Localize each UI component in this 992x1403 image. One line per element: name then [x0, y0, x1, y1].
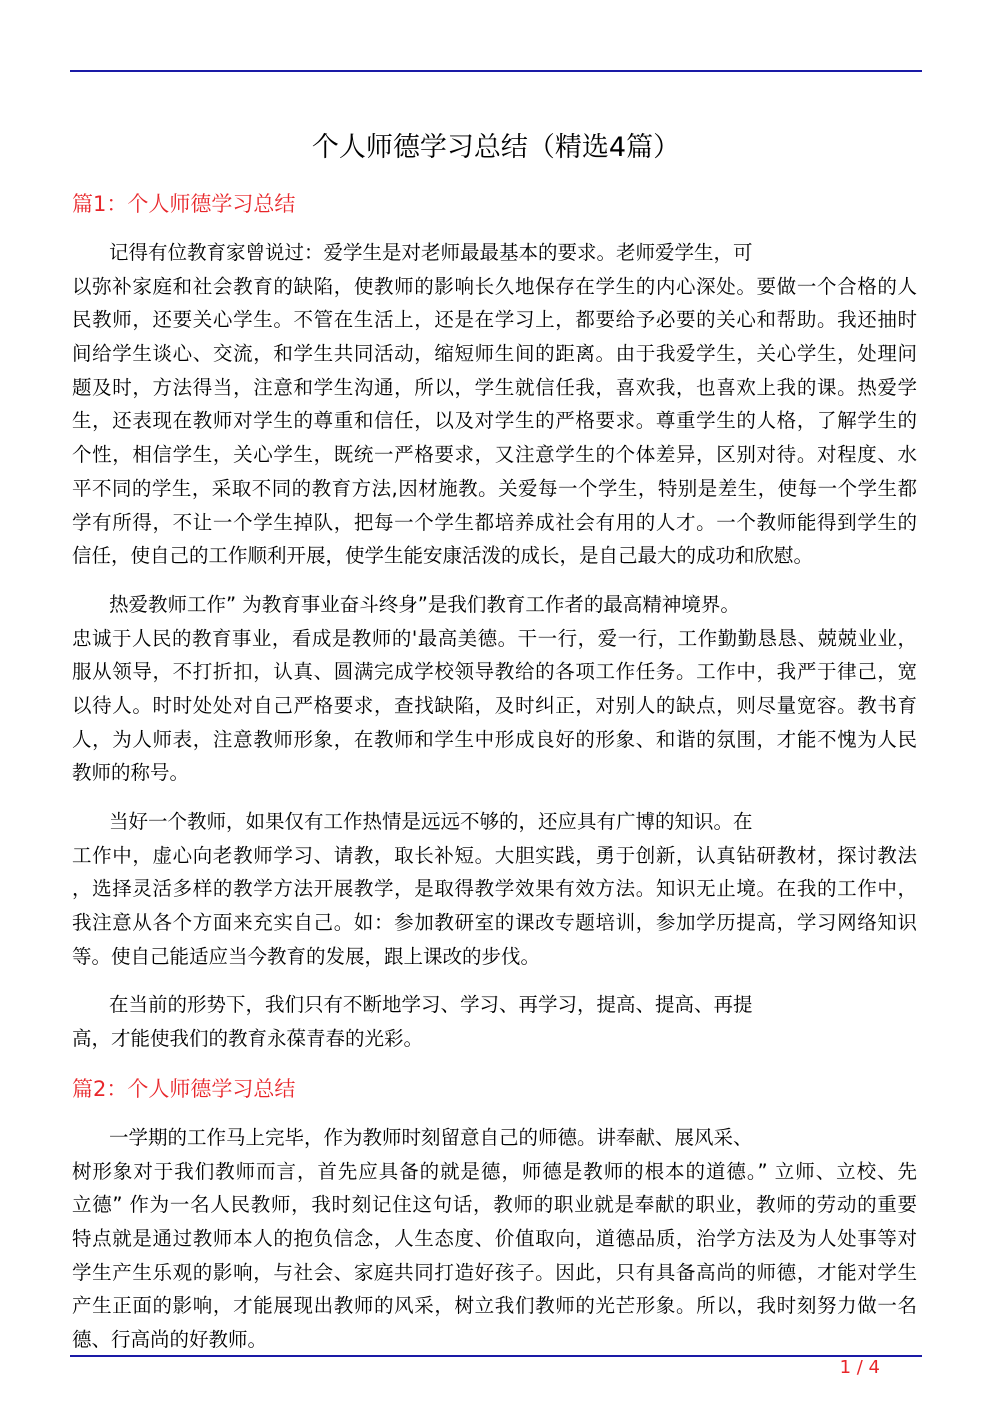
paragraph [72, 1121, 917, 1357]
section [72, 1071, 917, 1357]
text-line: 树形象对于我们教师而言，首先应具备的就是德，师德是教师的根本的道德。” 立师、立校、先 [72, 1159, 917, 1183]
text-line: 产生正面的影响，才能展现出教师的风采，树立我们教师的光芒形象。所以，我时刻努力做一名 [72, 1294, 917, 1318]
text-line: 平不同的学生，采取不同的教育方法,因材施教。关爱每一个学生，特别是差生，使每一个学生都 [72, 476, 917, 500]
footer-rule [70, 1355, 922, 1357]
text-line: 学有所得，不让一个学生掉队，把每一个学生都培养成社会有用的人才。一个教师能得到学生的 [72, 510, 917, 534]
text-line: 当好一个教师，如果仅有工作热情是远远不够的，还应具有广博的知识。在 [109, 810, 753, 833]
text-line: 忠诚于人民的教育事业，看成是教师的'最高美德。干一行，爱一行，工作勤勤恳恳、兢兢业业， [72, 626, 917, 650]
document-title: 个人师德学习总结（精选4篇） [311, 132, 681, 163]
text-line: 题及时，方法得当，注意和学生沟通，所以，学生就信任我，喜欢我，也喜欢上我的课。热爱学 [72, 375, 917, 399]
text-line: 高，才能使我们的教育永葆青春的光彩。 [72, 1027, 424, 1051]
page-number: 1 / 4 [839, 1357, 880, 1378]
section [72, 186, 917, 1056]
paragraph [72, 805, 917, 973]
section-heading: 篇2：个人师德学习总结 [72, 1076, 296, 1101]
header-rule [70, 70, 922, 72]
text-line: 立德” 作为一名人民教师，我时刻记住这句话，教师的职业就是奉献的职业，教师的劳动的重要 [72, 1193, 917, 1217]
text-line: 在当前的形势下，我们只有不断地学习、学习、再学习，提高、提高、再提 [109, 993, 753, 1017]
text-line: 等。使自己能适应当今教育的发展，跟上课改的步伐。 [72, 944, 541, 968]
text-line: 一学期的工作马上完毕，作为教师时刻留意自己的师德。讲奉献、展风采、 [109, 1125, 753, 1149]
text-line: 信任，使自己的工作顺利开展，使学生能安康活泼的成长，是自己最大的成功和欣慰。 [72, 544, 814, 568]
text-line: 我注意从各个方面来充实自己。如：参加教研室的课改专题培训，参加学历提高，学习网络知识 [72, 911, 917, 935]
text-line: 以待人。时时处处对自己严格要求，查找缺陷，及时纠正，对别人的缺点，则尽量宽容。教书育 [72, 693, 917, 717]
paragraph [72, 588, 917, 790]
section-heading: 篇1：个人师德学习总结 [72, 192, 296, 216]
text-line: 教师的称号。 [72, 761, 190, 785]
text-line: 生，还表现在教师对学生的尊重和信任，以及对学生的严格要求。尊重学生的人格，了解学生的 [72, 409, 917, 433]
document-body [72, 186, 917, 1372]
text-line: 以弥补家庭和社会教育的缺陷，使教师的影响长久地保存在学生的内心深处。要做一个合格的人 [72, 274, 917, 298]
text-line: 德、行高尚的好教师。 [72, 1327, 268, 1351]
text-line: 服从领导，不打折扣，认真、圆满完成学校领导教给的各项工作任务。工作中，我严于律己，宽 [72, 660, 917, 684]
text-line: 特点就是通过教师本人的抱负信念，人生态度、价值取向，道德品质，治学方法及为人处事等对 [72, 1226, 917, 1250]
paragraph [72, 236, 917, 573]
paragraph [72, 988, 917, 1055]
text-line: 学生产生乐观的影响，与社会、家庭共同打造好孩子。因此，只有具备高尚的师德，才能对学生 [72, 1260, 917, 1284]
text-line: 记得有位教育家曾说过：爱学生是对老师最最基本的要求。老师爱学生，可 [109, 241, 753, 264]
text-line: ，选择灵活多样的教学方法开展教学，是取得教学效果有效方法。知识无止境。在我的工作中， [72, 877, 917, 901]
text-line: 工作中，虚心向老教师学习、请教，取长补短。大胆实践，勇于创新，认真钻研教材，探讨教法 [72, 843, 917, 867]
text-line: 热爱教师工作” 为教育事业奋斗终身”是我们教育工作者的最高精神境界。 [109, 592, 740, 616]
text-line: 间给学生谈心、交流，和学生共同活动，缩短师生间的距离。由于我爱学生，关心学生，处理问 [72, 342, 917, 366]
text-line: 个性，相信学生，关心学生，既统一严格要求，又注意学生的个体差异，区别对待。对程度、水 [72, 443, 917, 467]
text-line: 民教师，还要关心学生。不管在生活上，还是在学习上，都要给予必要的关心和帮助。我还抽时 [72, 308, 917, 332]
text-line: 人，为人师表，注意教师形象，在教师和学生中形成良好的形象、和谐的氛围，才能不愧为人民 [72, 727, 917, 751]
